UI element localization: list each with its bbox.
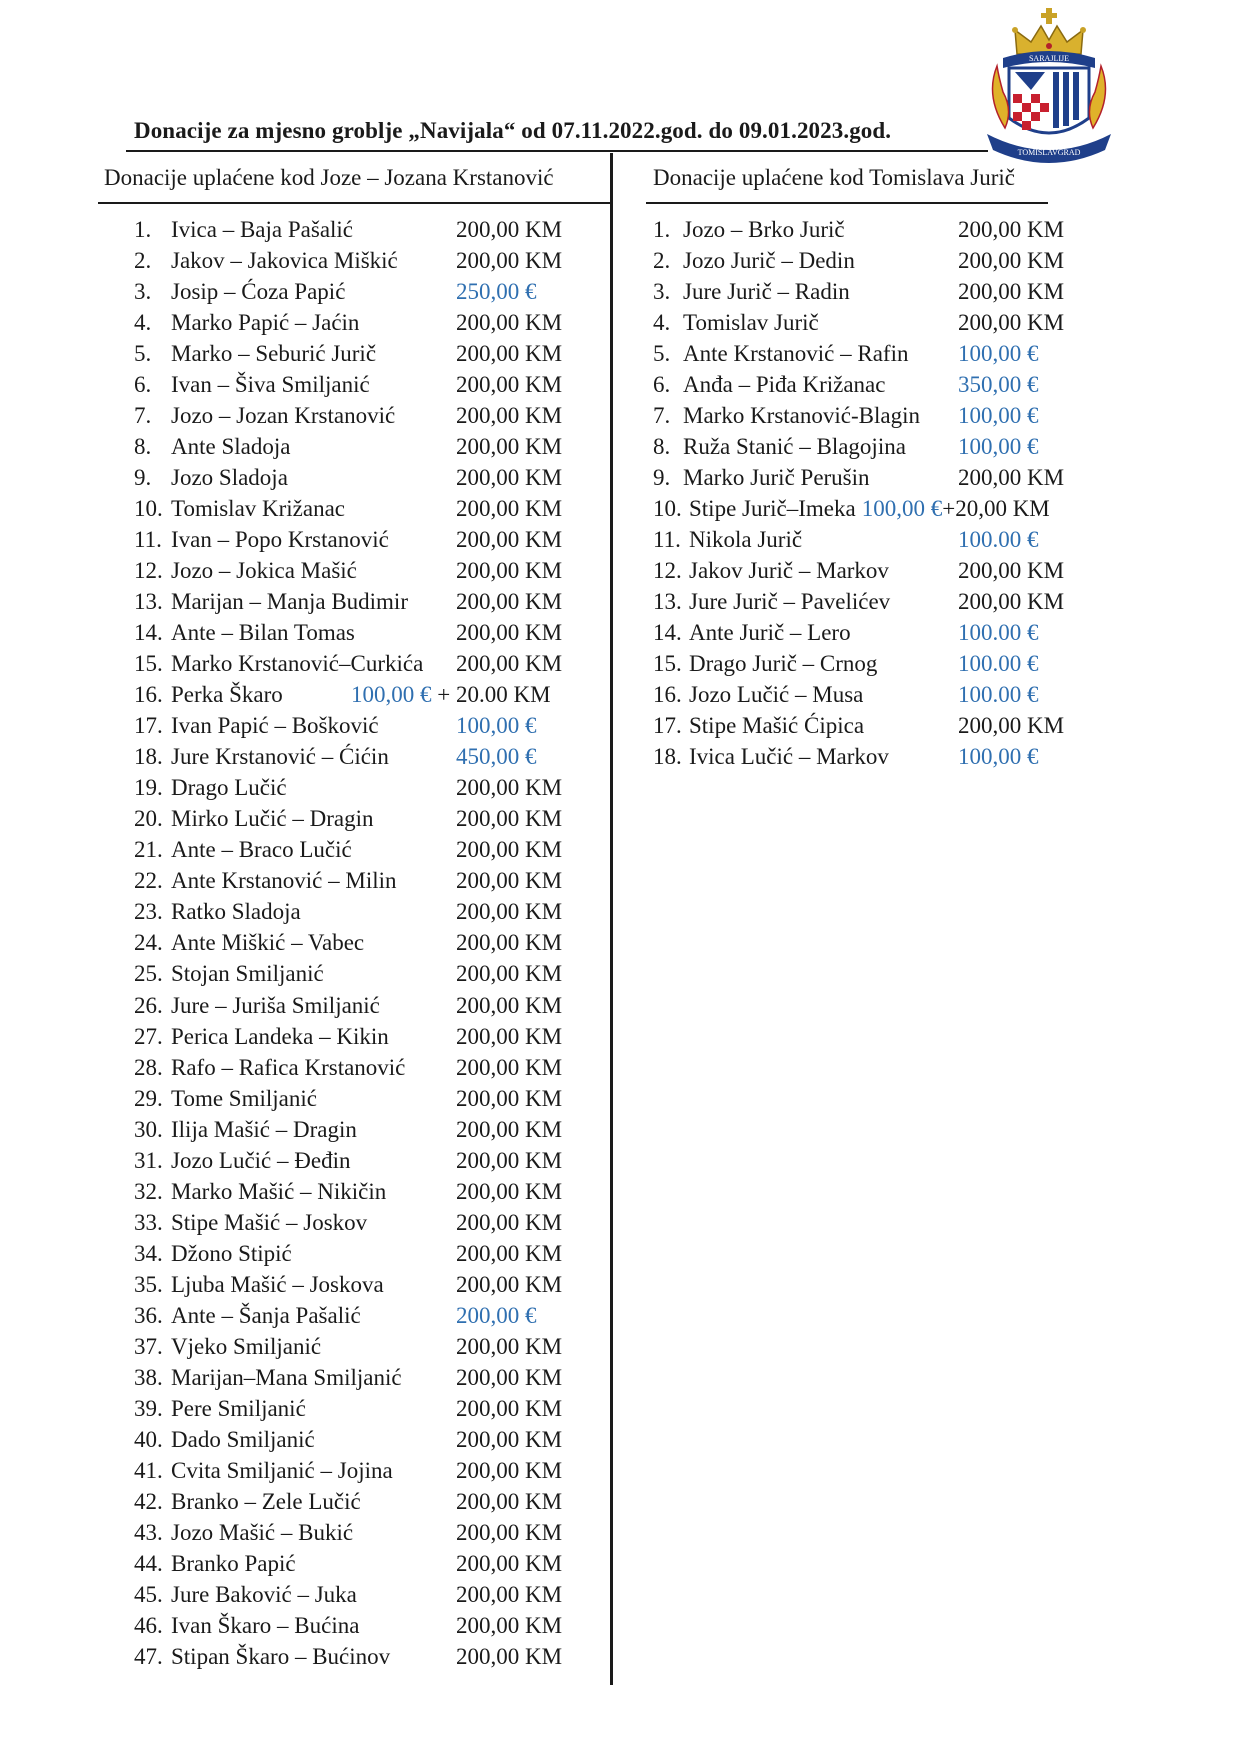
item-number: 11. <box>134 527 162 553</box>
donation-amount: 200,00 KM <box>958 279 1065 305</box>
list-item <box>134 1238 604 1269</box>
list-item <box>134 1145 604 1176</box>
donation-amount: 200,00 KM <box>456 527 563 553</box>
list-item <box>653 214 1093 245</box>
donation-amount: 200,00 KM <box>456 1333 563 1359</box>
donation-amount: 200,00 KM <box>456 248 563 274</box>
donation-amount: 200,00 KM <box>456 868 563 894</box>
list-item <box>653 524 1093 555</box>
item-number: 40. <box>134 1426 163 1452</box>
donor-name: Ivica Lučić – Markov <box>689 744 889 770</box>
donor-name: Ante Miškić – Vabec <box>171 930 365 956</box>
item-number: 47. <box>134 1643 163 1669</box>
svg-text:SARAJLIJE: SARAJLIJE <box>1028 54 1070 63</box>
list-item <box>134 1548 604 1579</box>
donor-name: Rafo – Rafica Krstanović <box>171 1054 406 1080</box>
donor-name: Vjeko Smiljanić <box>171 1333 322 1359</box>
list-item <box>134 1176 604 1207</box>
donation-amount: 200,00 KM <box>456 620 563 646</box>
item-number: 5. <box>653 341 671 367</box>
item-number: 29. <box>134 1085 163 1111</box>
list-item <box>134 1579 604 1610</box>
donation-amount: 200,00 KM <box>456 310 563 336</box>
donation-amount: 200,00 KM <box>456 992 563 1018</box>
donation-amount: 200,00 KM <box>456 589 563 615</box>
item-number: 8. <box>653 434 671 460</box>
list-item <box>134 710 604 741</box>
item-number: 15. <box>134 651 163 677</box>
donor-name: Ivica – Baja Pašalić <box>171 217 354 242</box>
list-item <box>134 1331 604 1362</box>
donation-amount: 200,00 KM <box>958 713 1065 739</box>
donor-name: Marko Krstanović-Blagin <box>683 403 920 429</box>
donor-name: Josip – Ćoza Papić <box>171 279 346 305</box>
donor-name: Jure Baković – Juka <box>171 1581 357 1607</box>
item-number: 9. <box>134 465 152 491</box>
donor-name: Marko Mašić – Nikičin <box>171 1178 387 1204</box>
donation-amount: 200,00 KM <box>958 558 1065 584</box>
donor-name: Marko Jurič Perušin <box>683 465 870 491</box>
donation-amount: 200,00 KM <box>456 1426 563 1452</box>
donation-amount: 200,00 KM <box>456 558 563 584</box>
donor-name: Ante – Šanja Pašalić <box>171 1302 361 1328</box>
item-number: 41. <box>134 1457 163 1483</box>
donation-amount: 200,00 € <box>456 1302 537 1328</box>
list-item <box>134 1641 604 1672</box>
donation-amount: 200,00 KM <box>456 403 563 429</box>
donation-amount: 250,00 € <box>456 279 537 305</box>
donor-name: Ruža Stanić – Blagojina <box>683 434 906 460</box>
column-divider <box>610 153 613 1685</box>
item-number: 4. <box>134 310 152 336</box>
list-item <box>134 245 604 276</box>
right-heading-rule <box>646 202 1048 204</box>
list-item <box>653 741 1093 772</box>
donor-name: Ante – Bilan Tomas <box>171 620 355 646</box>
item-number: 17. <box>134 713 163 739</box>
donor-name: Jozo Mašić – Bukić <box>171 1519 354 1545</box>
item-number: 18. <box>134 744 163 770</box>
item-number: 18. <box>653 744 682 770</box>
donation-amount: 200,00 KM <box>456 465 563 491</box>
list-item <box>653 276 1093 307</box>
item-number: 16. <box>653 682 682 708</box>
item-number: 13. <box>134 589 163 615</box>
donor-name: Ivan – Šiva Smiljanić <box>171 372 370 398</box>
list-item <box>134 1517 604 1548</box>
donation-amount: 100,00 € <box>456 713 537 739</box>
list-item <box>134 1455 604 1486</box>
donation-amount: 200,00 KM <box>456 1643 563 1669</box>
list-item <box>653 338 1093 369</box>
list-item <box>134 555 604 586</box>
donation-amount: 200,00 KM <box>456 1519 563 1545</box>
donation-amount: 200,00 KM <box>456 1364 563 1390</box>
donation-amount: 200,00 KM <box>958 589 1065 615</box>
item-number: 22. <box>134 868 163 894</box>
donor-name: Ivan Škaro – Bućina <box>171 1612 360 1638</box>
donor-name: Branko – Zele Lučić <box>171 1488 361 1514</box>
item-number: 10. <box>134 496 163 522</box>
item-number: 12. <box>653 558 682 584</box>
donor-name: Džono Stipić <box>171 1240 292 1266</box>
donation-amount: 100.00 € <box>958 620 1039 646</box>
donation-amount: 200,00 KM <box>958 465 1065 491</box>
list-item <box>134 276 604 307</box>
item-number: 35. <box>134 1271 163 1297</box>
list-item <box>134 741 604 772</box>
list-item <box>134 493 604 524</box>
right-column-heading: Donacije uplaćene kod Tomislava Jurič <box>653 165 1016 190</box>
donor-name: Jure Krstanović – Ćićin <box>171 744 389 770</box>
donor-name: Tome Smiljanić <box>171 1085 317 1111</box>
list-item <box>134 1424 604 1455</box>
crown-icon <box>1012 8 1086 54</box>
donor-name: Marijan – Manja Budimir <box>171 589 408 615</box>
item-number: 34. <box>134 1240 163 1266</box>
list-item <box>134 896 604 927</box>
donation-amount <box>351 679 551 710</box>
item-number: 6. <box>653 372 671 398</box>
item-number: 31. <box>134 1147 163 1173</box>
donor-name: Drago Lučić <box>171 775 287 801</box>
list-item <box>134 586 604 617</box>
list-item <box>653 431 1093 462</box>
list-item <box>653 586 1093 617</box>
item-number: 6. <box>134 372 152 398</box>
list-item <box>134 679 604 710</box>
item-number: 36. <box>134 1302 163 1328</box>
donation-amount: 200,00 KM <box>456 961 563 987</box>
donation-amount: 100,00 € <box>958 403 1039 429</box>
donor-name: Jozo – Jokica Mašić <box>171 558 357 584</box>
donation-amount: 350,00 € <box>958 372 1039 398</box>
list-item <box>134 1114 604 1145</box>
donor-name: Tomislav Križanac <box>171 496 346 522</box>
km-amount: + 20.00 KM <box>431 682 551 708</box>
item-number: 20. <box>134 806 163 832</box>
donation-amount: 200,00 KM <box>456 1116 563 1142</box>
item-number: 17. <box>653 713 682 739</box>
item-number: 37. <box>134 1333 163 1359</box>
donation-amount: 200,00 KM <box>456 1550 563 1576</box>
item-number: 11. <box>653 527 681 553</box>
list-item <box>134 214 604 245</box>
donation-amount: 100,00 € <box>958 744 1039 770</box>
donation-amount: 200,00 KM <box>456 1271 563 1297</box>
list-item <box>653 617 1093 648</box>
item-number: 8. <box>134 434 152 460</box>
list-item <box>653 493 1093 524</box>
item-number: 15. <box>653 651 682 677</box>
donor-name: Jozo Jurič – Dedin <box>683 248 855 274</box>
list-item <box>653 462 1093 493</box>
donor-name: Ljuba Mašić – Joskova <box>171 1271 384 1297</box>
donor-name: Jozo – Brko Jurič <box>683 217 845 242</box>
item-number: 26. <box>134 992 163 1018</box>
list-item <box>134 648 604 679</box>
donation-amount: 200,00 KM <box>958 310 1065 336</box>
donation-amount: 200,00 KM <box>456 899 563 925</box>
list-item <box>134 1300 604 1331</box>
donation-amount: 200,00 KM <box>456 1085 563 1111</box>
item-number: 2. <box>134 248 152 274</box>
item-number: 14. <box>134 620 163 646</box>
donor-name: Jakov – Jakovica Miškić <box>171 248 398 274</box>
donation-amount: 200,00 KM <box>456 930 563 956</box>
donor-name: Ante Krstanović – Milin <box>171 868 397 894</box>
donor-name: Stipe Jurič–Imeka 100,00 €+20,00 KM <box>689 496 1050 522</box>
list-item <box>134 958 604 989</box>
donation-amount: 100.00 € <box>958 527 1039 553</box>
page-title: Donacije za mjesno groblje „Navijala“ od 07.11.2022.god. do 09.01.2023.god. <box>134 118 892 143</box>
donor-name: Ratko Sladoja <box>171 899 301 925</box>
donation-amount: 200,00 KM <box>958 217 1065 242</box>
donor-name: Jozo Sladoja <box>171 465 288 491</box>
donor-name: Jure Jurič – Pavelićev <box>689 589 891 615</box>
list-item <box>134 772 604 803</box>
list-item <box>134 1021 604 1052</box>
item-number: 45. <box>134 1581 163 1607</box>
list-item <box>134 834 604 865</box>
item-number: 46. <box>134 1612 163 1638</box>
donation-amount: 450,00 € <box>456 744 537 770</box>
item-number: 43. <box>134 1519 163 1545</box>
item-number: 39. <box>134 1395 163 1421</box>
donor-name: Ante Sladoja <box>171 434 291 460</box>
list-item <box>134 431 604 462</box>
donation-amount: 200,00 KM <box>456 217 563 242</box>
item-number: 24. <box>134 930 163 956</box>
donor-name: Ante Krstanović – Rafin <box>683 341 909 367</box>
title-underline <box>126 150 988 152</box>
donor-name: Pere Smiljanić <box>171 1395 306 1421</box>
item-number: 3. <box>653 279 671 305</box>
donor-name: Stojan Smiljanić <box>171 961 324 987</box>
donor-name: Anđa – Piđa Križanac <box>683 372 886 398</box>
list-item <box>134 369 604 400</box>
item-number: 27. <box>134 1023 163 1049</box>
left-column-heading: Donacije uplaćene kod Joze – Jozana Krstanović <box>104 165 554 190</box>
item-number: 19. <box>134 775 163 801</box>
list-item <box>653 307 1093 338</box>
list-item <box>134 1610 604 1641</box>
donor-name: Cvita Smiljanić – Jojina <box>171 1457 393 1483</box>
donor-name: Ante Jurič – Lero <box>689 620 851 646</box>
item-number: 42. <box>134 1488 163 1514</box>
donation-amount: 200,00 KM <box>456 1054 563 1080</box>
donation-amount: 200,00 KM <box>456 1612 563 1638</box>
list-item <box>653 555 1093 586</box>
donation-amount: 100,00 € <box>958 434 1039 460</box>
list-item <box>134 1052 604 1083</box>
list-item <box>134 617 604 648</box>
donor-name: Marko Krstanović–Curkića <box>171 651 424 677</box>
donation-amount: 200,00 KM <box>456 806 563 832</box>
donor-name: Ivan – Popo Krstanović <box>171 527 389 553</box>
donation-amount: 100,00 € <box>958 341 1039 367</box>
list-item <box>134 1207 604 1238</box>
list-item <box>134 1393 604 1424</box>
list-item <box>653 245 1093 276</box>
list-item <box>134 865 604 896</box>
list-item <box>134 462 604 493</box>
list-item <box>134 927 604 958</box>
item-number: 10. <box>653 496 682 522</box>
donor-name: Ilija Mašić – Dragin <box>171 1116 357 1142</box>
list-item <box>134 338 604 369</box>
list-item <box>653 710 1093 741</box>
list-item <box>653 679 1093 710</box>
donation-amount: 200,00 KM <box>456 1240 563 1266</box>
item-number: 4. <box>653 310 671 336</box>
donation-amount: 200,00 KM <box>456 775 563 801</box>
item-number: 7. <box>653 403 671 429</box>
donation-amount: 200,00 KM <box>456 1147 563 1173</box>
list-item <box>134 1486 604 1517</box>
donor-name: Mirko Lučić – Dragin <box>171 806 374 832</box>
item-number: 30. <box>134 1116 163 1142</box>
donor-name: Jozo Lučić – Musa <box>689 682 864 708</box>
donor-name: Perka Škaro <box>171 682 283 708</box>
donation-amount: 200,00 KM <box>456 1488 563 1514</box>
item-number: 25. <box>134 961 163 987</box>
donor-name: Perica Landeka – Kikin <box>171 1023 389 1049</box>
item-number: 3. <box>134 279 152 305</box>
list-item <box>134 1269 604 1300</box>
item-number: 33. <box>134 1209 163 1235</box>
donation-amount: 200,00 KM <box>958 248 1065 274</box>
item-number: 9. <box>653 465 671 491</box>
donation-amount: 200,00 KM <box>456 1581 563 1607</box>
item-number: 32. <box>134 1178 163 1204</box>
donor-name: Stipe Mašić – Joskov <box>171 1209 368 1235</box>
donation-amount: 100.00 € <box>958 651 1039 677</box>
item-number: 1. <box>134 217 152 242</box>
item-number: 5. <box>134 341 152 367</box>
donor-name: Stipe Mašić Ćipica <box>689 713 865 739</box>
donor-name: Tomislav Jurič <box>683 310 819 336</box>
list-item <box>134 990 604 1021</box>
left-heading-rule <box>98 202 610 204</box>
svg-text:TOMISLAVGRAD: TOMISLAVGRAD <box>1017 148 1081 157</box>
donor-name: Marijan–Mana Smiljanić <box>171 1364 402 1390</box>
item-number: 44. <box>134 1550 163 1576</box>
donation-amount: 200,00 KM <box>456 1395 563 1421</box>
donation-amount: 200,00 KM <box>456 434 563 460</box>
donor-name: Jozo – Jozan Krstanović <box>171 403 396 429</box>
list-item <box>134 307 604 338</box>
list-item <box>134 1362 604 1393</box>
donation-amount: 200,00 KM <box>456 1457 563 1483</box>
item-number: 28. <box>134 1054 163 1080</box>
donation-amount: 200,00 KM <box>456 837 563 863</box>
list-item <box>653 369 1093 400</box>
item-number: 1. <box>653 217 671 242</box>
donor-name: Branko Papić <box>171 1550 296 1576</box>
donor-name: Marko – Seburić Jurič <box>171 341 377 367</box>
item-number: 23. <box>134 899 163 925</box>
item-number: 13. <box>653 589 682 615</box>
list-item <box>134 803 604 834</box>
item-number: 7. <box>134 403 152 429</box>
donor-name: Jakov Jurič – Markov <box>689 558 889 584</box>
donor-name: Stipan Škaro – Bućinov <box>171 1643 391 1669</box>
list-item <box>134 1083 604 1114</box>
donation-amount: 200,00 KM <box>456 1178 563 1204</box>
donation-amount: 100.00 € <box>958 682 1039 708</box>
donor-name: Jure Jurič – Radin <box>683 279 850 305</box>
donor-name: Jozo Lučić – Đeđin <box>171 1147 351 1173</box>
euro-amount: 100,00 € <box>351 682 432 708</box>
donation-amount: 200,00 KM <box>456 372 563 398</box>
donor-name: Nikola Jurič <box>689 527 803 553</box>
list-item <box>653 400 1093 431</box>
donation-amount: 200,00 KM <box>456 496 563 522</box>
donor-name: Drago Jurič – Crnog <box>689 651 878 677</box>
list-item <box>653 648 1093 679</box>
donation-amount: 200,00 KM <box>456 1209 563 1235</box>
item-number: 2. <box>653 248 671 274</box>
list-item <box>134 400 604 431</box>
item-number: 16. <box>134 682 163 708</box>
item-number: 14. <box>653 620 682 646</box>
euro-amount: 100,00 € <box>861 496 943 522</box>
item-number: 21. <box>134 837 163 863</box>
donor-name: Jure – Juriša Smiljanić <box>171 992 380 1018</box>
donation-amount: 200,00 KM <box>456 651 563 677</box>
item-number: 38. <box>134 1364 163 1390</box>
donor-name: Ante – Braco Lučić <box>171 837 352 863</box>
donation-amount: 200,00 KM <box>456 1023 563 1049</box>
crest-logo-icon <box>979 6 1131 164</box>
km-amount: +20,00 KM <box>942 496 1050 522</box>
list-item <box>134 524 604 555</box>
donation-amount: 200,00 KM <box>456 341 563 367</box>
donor-name: Marko Papić – Jaćin <box>171 310 360 336</box>
donor-name: Ivan Papić – Bošković <box>171 713 379 739</box>
item-number: 12. <box>134 558 163 584</box>
donor-name: Dado Smiljanić <box>171 1426 315 1452</box>
